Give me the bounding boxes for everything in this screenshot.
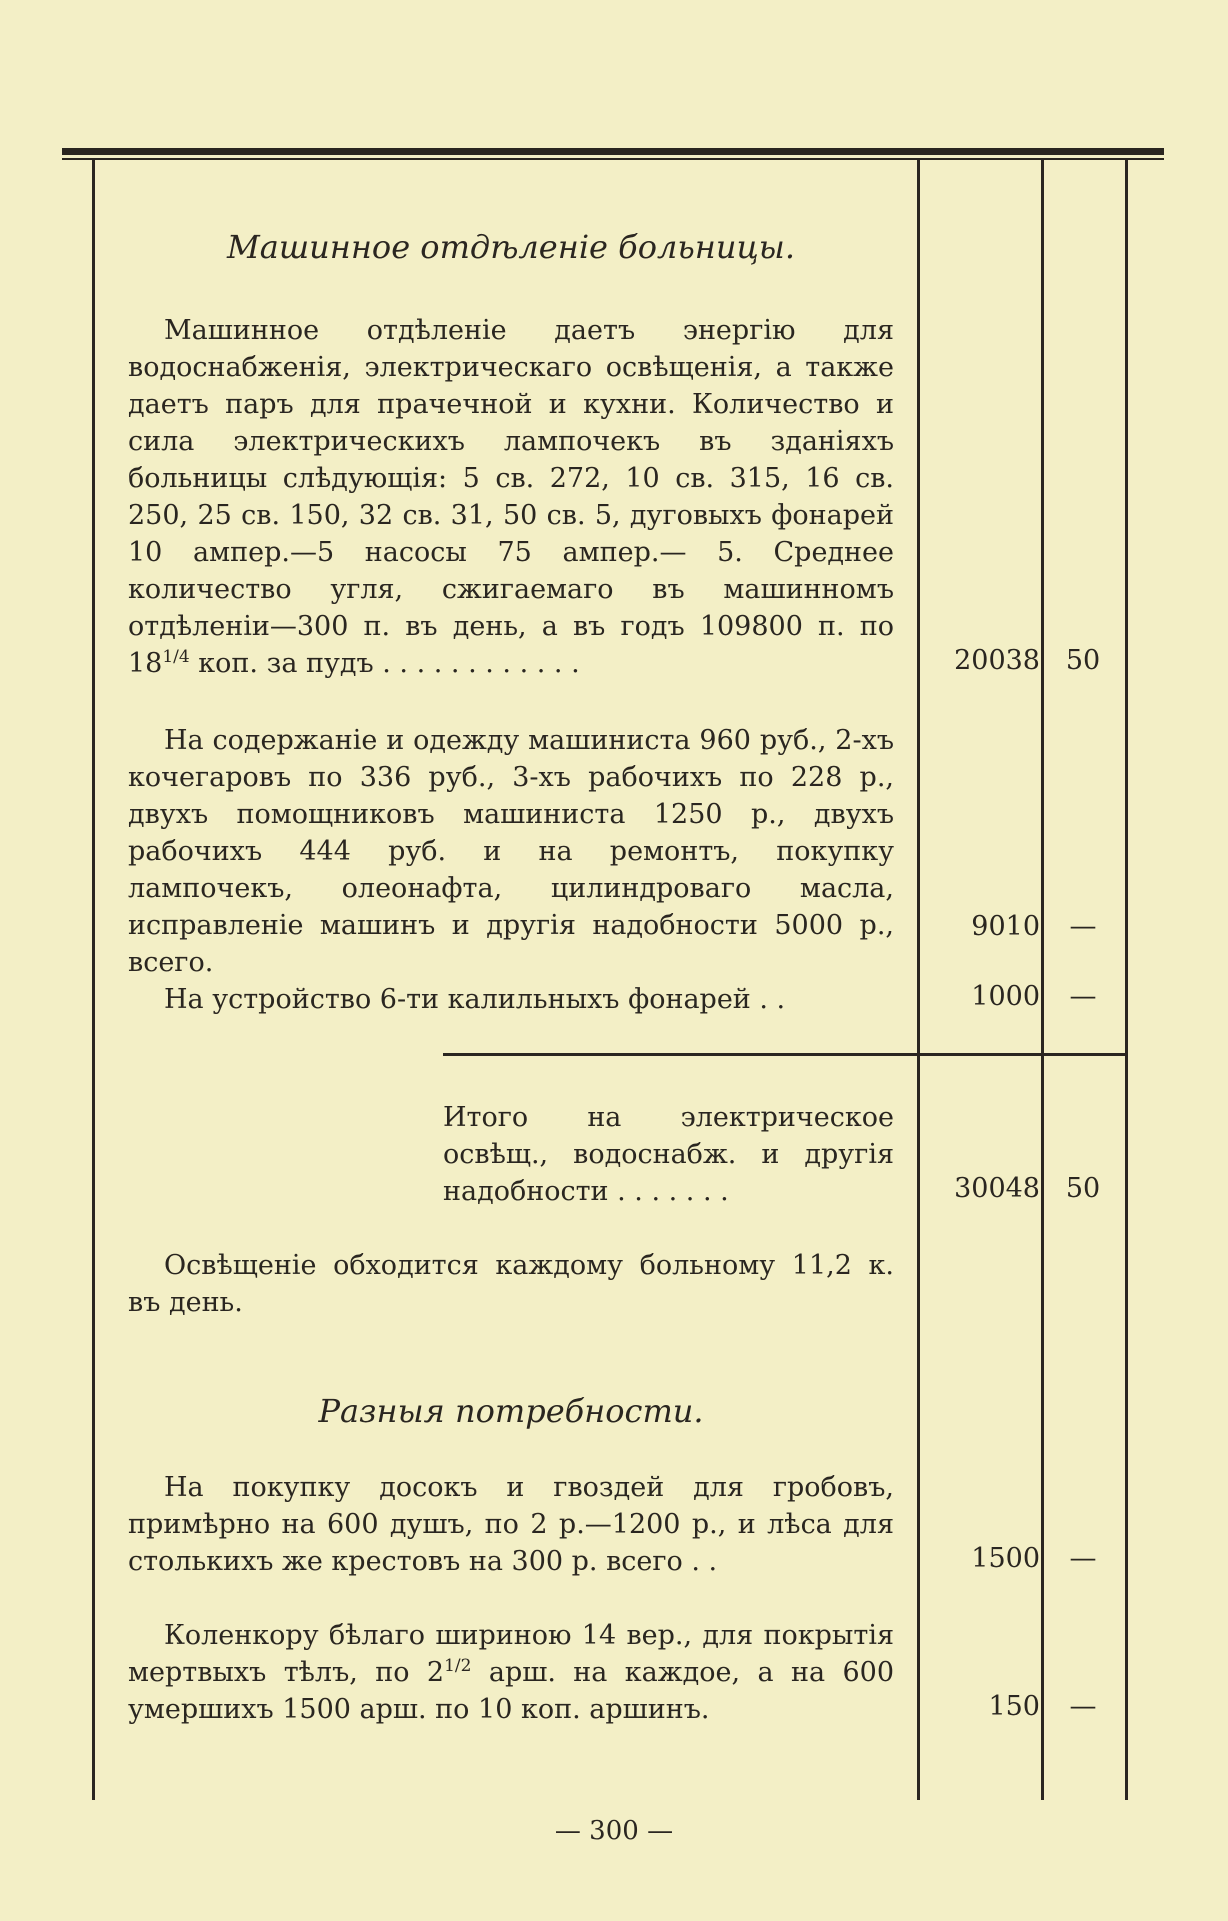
top-rule-thick xyxy=(62,148,1164,155)
total-amount-rub: 30048 xyxy=(954,1173,1040,1204)
top-rule-thin xyxy=(62,158,1164,160)
amount-rub-coal: 20038 xyxy=(954,645,1040,676)
rubles-column-left-border xyxy=(917,160,920,1800)
paragraph-staff-costs: На содержаніе и одежду машиниста 960 руб., 2-хъ кочегаровъ по 336 руб., 3-хъ рабочихъ по 228 р., двухъ помощниковъ машиниста 1250 р., двухъ рабочихъ 444 руб. и на ремонтъ, покупку лампочекъ, олеонафта, цилиндроваго масла, исправленіе машинъ и другія надобности 5000 р., всего. xyxy=(128,725,894,978)
page-number: — 300 — xyxy=(554,1816,674,1846)
amount-kop-staff: — xyxy=(1069,911,1097,942)
section-heading-various: Разныя потребности. xyxy=(318,1392,704,1430)
amount-rub-staff: 9010 xyxy=(971,911,1040,942)
section-heading-machine: Машинное отдѣленіе больницы. xyxy=(227,228,795,266)
amount-rub-calico: 150 xyxy=(988,1691,1040,1722)
amount-kop-coal: 50 xyxy=(1065,645,1101,676)
paragraph-coffins: На покупку досокъ и гвоздей для гробовъ, примѣрно на 600 душъ, по 2 р.—1200 р., и лѣса для столькихъ же крестовъ на 300 р. всего . . xyxy=(128,1472,894,1577)
amount-kop-calico: — xyxy=(1069,1691,1097,1722)
paragraph-machine-description: Машинное отдѣленіе даетъ энергію для водоснабженія, электрическаго освѣщенія, а также даетъ паръ для прачечной и кухни. Количество и сила электрическихъ лампочекъ въ зданіяхъ больницы слѣдующія: 5 св. 272, 10 св. 315, 16 св. 250, 25 св. 150, 32 св. 31, 50 св. 5, дуговыхъ фонарей 10 ампер.—5 насосы 75 ампер.— 5. Среднее количество угля, сжигаемаго въ машинномъ отдѣленіи—300 п. въ день, а въ годъ 109800 п. по $18^{1/4}$ коп. за пудъ . . . . . . . . . . . . xyxy=(128,315,894,679)
subtotal-rule xyxy=(443,1053,1125,1056)
total-label: Итого на электрическое освѣщ., водоснабж. и другія надобности . . . . . . . xyxy=(443,1102,894,1207)
amount-kop-coffins: — xyxy=(1069,1543,1097,1574)
left-border xyxy=(92,160,95,1800)
amount-rub-lanterns: 1000 xyxy=(971,981,1040,1012)
paragraph-calico: Коленкору бѣлаго шириною 14 вер., для покрытія мертвыхъ тѣлъ, по $2^{1/2}$ арш. на каждое, а на 600 умершихъ 1500 арш. по 10 коп. аршинъ. xyxy=(128,1620,894,1725)
paragraph-lighting-cost: Освѣщеніе обходится каждому больному 11,2 к. въ день. xyxy=(128,1250,894,1318)
amount-kop-lanterns: — xyxy=(1069,981,1097,1012)
right-border xyxy=(1125,160,1128,1800)
paragraph-lanterns: На устройство 6-ти калильныхъ фонарей . . xyxy=(164,984,786,1015)
amount-rub-coffins: 1500 xyxy=(971,1543,1040,1574)
total-amount-kop: 50 xyxy=(1065,1173,1101,1204)
